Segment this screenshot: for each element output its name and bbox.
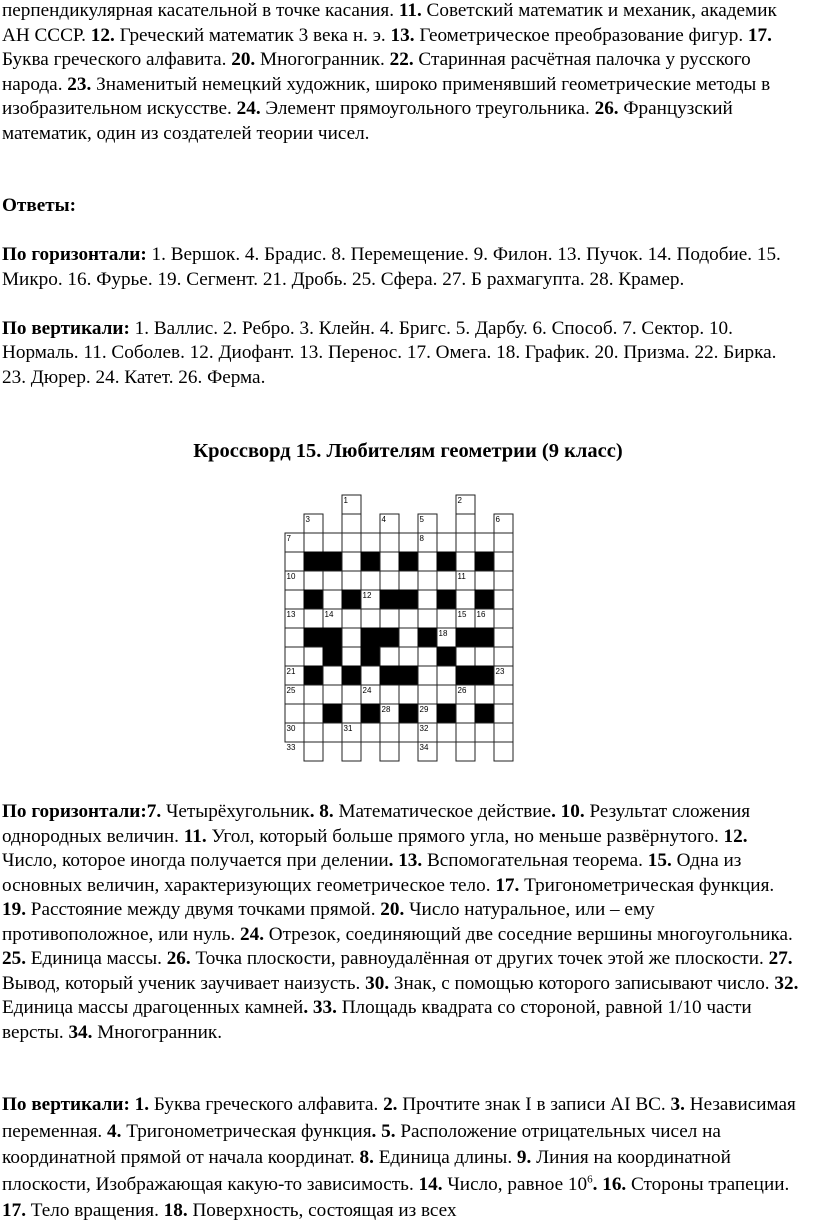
crossword-cell xyxy=(380,647,399,666)
crossword-clue-number: 25 xyxy=(286,686,296,695)
crossword-cell xyxy=(380,742,399,761)
crossword-clue-number: 16 xyxy=(476,610,486,619)
clue-number: . 5. xyxy=(371,1120,396,1142)
clue-number: 12. xyxy=(723,825,748,847)
clue-number: 8. xyxy=(359,1147,374,1168)
clue-number: 4. xyxy=(107,1120,122,1142)
clue-number: 23. xyxy=(67,73,92,95)
crossword-cell xyxy=(361,533,380,552)
crossword-black-cell xyxy=(437,552,456,571)
crossword-cell xyxy=(323,723,342,742)
crossword-cell xyxy=(342,552,361,571)
crossword-cell xyxy=(437,571,456,590)
clue-text: Элемент прямоугольного треугольника. xyxy=(260,98,595,119)
clue-number: 12. xyxy=(90,24,115,46)
answers-across-paragraph xyxy=(2,243,801,292)
crossword-cell xyxy=(418,552,437,571)
crossword-clue-number: 30 xyxy=(286,724,296,733)
crossword-cell xyxy=(304,723,323,742)
crossword-clue-number: 26 xyxy=(457,686,467,695)
down-clues-paragraph xyxy=(2,1092,802,1225)
intro-clues-paragraph xyxy=(2,0,802,146)
crossword-cell xyxy=(494,704,513,723)
crossword-cell xyxy=(342,704,361,723)
crossword-cell xyxy=(342,609,361,628)
crossword-clue-number: 11 xyxy=(457,572,466,581)
clue-text: Тело вращения. xyxy=(25,1200,164,1221)
crossword-cell xyxy=(418,685,437,704)
crossword-cell xyxy=(380,685,399,704)
crossword-cell xyxy=(437,609,456,628)
clue-number: 20. xyxy=(231,49,256,70)
crossword-clue-number: 2 xyxy=(457,496,462,505)
answers-down-paragraph xyxy=(2,317,801,391)
crossword-cell xyxy=(380,552,399,571)
crossword-cell xyxy=(304,533,323,552)
crossword-cell xyxy=(304,571,323,590)
crossword-clue-number: 22 xyxy=(400,667,410,676)
clue-text: Математическое действие xyxy=(333,801,552,822)
clue-number: 17. xyxy=(747,24,772,46)
crossword-black-cell xyxy=(304,590,323,609)
clue-text: Расстояние между двумя точками прямой. xyxy=(25,899,381,920)
clue-number: 14. xyxy=(418,1173,443,1195)
crossword-cell xyxy=(494,590,513,609)
superscript: 6 xyxy=(587,1173,593,1186)
clue-text: Советский математик и механик, академик АН СССР. xyxy=(2,0,777,46)
crossword-clue-number: 8 xyxy=(419,534,424,543)
clue-text: Точка плоскости, равноудалённая от других точек этой же плоскости. xyxy=(190,948,769,969)
clue-number: 15. xyxy=(647,850,672,871)
clue-number: 7. xyxy=(146,801,162,822)
clue-number: 26. xyxy=(594,98,619,119)
clue-text: Греческий математик 3 века н. э. xyxy=(114,24,391,46)
crossword-clue-number: 12 xyxy=(362,591,372,600)
crossword-cell xyxy=(361,723,380,742)
crossword-cell xyxy=(456,533,475,552)
clue-number: . 8. xyxy=(309,801,334,822)
crossword-clue-number: 19 xyxy=(324,648,334,657)
clue-text: Тригонометрическая функция xyxy=(121,1120,372,1142)
crossword-cell xyxy=(342,742,361,761)
crossword-cell xyxy=(399,647,418,666)
answers-across-label: По горизонтали: xyxy=(2,244,147,265)
crossword-cell xyxy=(361,571,380,590)
crossword-black-cell xyxy=(304,552,323,571)
crossword-black-cell xyxy=(456,666,475,685)
crossword-cell xyxy=(475,647,494,666)
crossword-black-cell xyxy=(380,628,399,647)
crossword-cell xyxy=(475,685,494,704)
crossword-cell xyxy=(380,723,399,742)
crossword-black-cell xyxy=(361,647,380,666)
crossword-black-cell xyxy=(361,552,380,571)
clue-text: Площадь квадрата со стороной, равной 1/10 части версты. xyxy=(2,997,752,1043)
crossword-cell xyxy=(494,571,513,590)
crossword-cell xyxy=(285,704,304,723)
crossword-cell xyxy=(342,628,361,647)
crossword-cell xyxy=(304,685,323,704)
crossword-cell xyxy=(342,533,361,552)
clue-number: 24. xyxy=(236,98,261,119)
crossword-black-cell xyxy=(475,590,494,609)
crossword-black-cell xyxy=(304,666,323,685)
clue-text: Одна из основных величин, характеризующих геометрическое тело. xyxy=(2,850,742,896)
crossword-cell xyxy=(399,628,418,647)
crossword-clue-number: 3 xyxy=(305,515,310,524)
crossword-black-cell xyxy=(475,666,494,685)
crossword-black-cell xyxy=(399,704,418,723)
crossword-clue-number: 31 xyxy=(343,724,353,733)
crossword-black-cell xyxy=(380,590,399,609)
crossword-cell xyxy=(494,609,513,628)
clue-text: Независимая переменная. xyxy=(2,1094,796,1142)
crossword-cell xyxy=(361,666,380,685)
clue-text: Единица массы. xyxy=(25,948,167,969)
clue-number: 30. xyxy=(365,972,390,994)
crossword-black-cell xyxy=(323,628,342,647)
answers-down-text: 1. Валлис. 2. Ребро. 3. Клейн. 4. Бригс. 5. Дарбу. 6. Способ. 7. Сектор. 10. Нормаль. 11. Соболев. 12. Диофант. 13. Перенос. 17. Омега. 18. График. 20. Призма. 22. Бирка. 23. Дюрер. 24. Катет. 26. Ферма. xyxy=(2,317,777,388)
crossword-cell xyxy=(323,685,342,704)
crossword-cell xyxy=(494,742,513,761)
crossword-cell xyxy=(437,685,456,704)
crossword-clue-number: 1 xyxy=(343,496,348,505)
clue-number: 11. xyxy=(398,0,422,21)
across-clues-paragraph xyxy=(2,800,802,1045)
crossword-cell xyxy=(475,571,494,590)
clue-text: Знак, с помощью которого записывают число. xyxy=(389,972,775,994)
clue-number: 27. xyxy=(768,948,793,969)
clue-text: Расположение отрицательных чисел на координатной прямой от начала координат. xyxy=(2,1120,721,1168)
clue-number: 13. xyxy=(390,24,415,46)
crossword-clue-number: 34 xyxy=(419,743,429,752)
crossword-black-cell xyxy=(437,704,456,723)
crossword-clue-number: 18 xyxy=(438,629,448,638)
clue-number: 26. xyxy=(166,948,191,969)
crossword-cell xyxy=(456,704,475,723)
crossword-clue-number: 29 xyxy=(419,705,429,714)
clue-text: Многогранник. xyxy=(92,1021,223,1043)
clue-number: 1. xyxy=(134,1094,150,1115)
clue-number: 34. xyxy=(68,1021,93,1043)
crossword-cell xyxy=(323,571,342,590)
clue-text: Знаменитый немецкий художник, широко применявший геометрические методы в изобразительном искусстве. xyxy=(2,73,771,119)
crossword-cell xyxy=(437,723,456,742)
clue-text: Единица длины. xyxy=(373,1147,517,1168)
answers-down-label: По вертикали: xyxy=(2,317,130,339)
crossword-title: Кроссворд 15. Любителям геометрии (9 класс) xyxy=(193,440,623,462)
crossword-cell xyxy=(494,533,513,552)
clue-text: Поверхность, состоящая из всех xyxy=(187,1200,457,1221)
crossword-black-cell xyxy=(304,628,323,647)
crossword-black-cell xyxy=(475,552,494,571)
clue-text: Многогранник. xyxy=(255,49,390,70)
crossword-clue-number: 15 xyxy=(457,610,467,619)
crossword-cell xyxy=(304,647,323,666)
clue-text: Французский математик, один из создателей теории чисел. xyxy=(2,98,733,144)
crossword-clue-number: 5 xyxy=(419,515,424,524)
crossword-clue-number: 20 xyxy=(438,648,448,657)
crossword-black-cell xyxy=(475,704,494,723)
crossword-clue-number: 23 xyxy=(495,667,505,676)
crossword-black-cell xyxy=(418,628,437,647)
clue-text: Геометрическое преобразование фигур. xyxy=(414,24,748,46)
clue-text: Тригонометрическая функция. xyxy=(519,874,775,896)
clue-text: Буква греческого алфавита. xyxy=(2,49,232,70)
clue-text: Результат сложения однородных величин. xyxy=(2,801,751,847)
crossword-cell xyxy=(399,533,418,552)
clue-number: 20. xyxy=(380,899,405,920)
crossword-cell xyxy=(399,685,418,704)
crossword-cell xyxy=(456,742,475,761)
clue-text: Число, которое иногда получается при делении xyxy=(2,850,389,871)
crossword-cell xyxy=(304,704,323,723)
crossword-clue-number: 14 xyxy=(324,610,334,619)
clue-number: . 33. xyxy=(303,997,337,1018)
crossword-black-cell xyxy=(437,590,456,609)
clue-number: 24. xyxy=(240,923,264,945)
crossword-cell xyxy=(399,571,418,590)
crossword-clue-number: 33 xyxy=(286,743,296,752)
clues-label: По горизонтали: xyxy=(2,801,147,822)
clue-text: Прочтите знак I в записи AI BC. xyxy=(397,1094,671,1115)
crossword-clue-number: 27 xyxy=(362,705,372,714)
crossword-cell xyxy=(418,571,437,590)
clue-number: 17. xyxy=(2,1200,26,1221)
crossword-cell xyxy=(418,609,437,628)
crossword-cell xyxy=(380,609,399,628)
crossword-cell xyxy=(475,723,494,742)
crossword-cell xyxy=(380,533,399,552)
clue-text: Буква греческого алфавита. xyxy=(149,1094,384,1115)
crossword-cell xyxy=(323,590,342,609)
crossword-cell xyxy=(437,666,456,685)
crossword-cell xyxy=(456,723,475,742)
clues-label: По вертикали: xyxy=(2,1094,135,1115)
crossword-cell xyxy=(399,723,418,742)
crossword-cell xyxy=(285,628,304,647)
crossword-clue-number: 7 xyxy=(286,534,291,543)
answers-heading: Ответы: xyxy=(2,195,77,216)
crossword-clue-number: 9 xyxy=(400,553,405,562)
crossword-cell xyxy=(494,552,513,571)
clue-text: Вспомогательная теорема. xyxy=(422,850,648,871)
crossword-black-cell xyxy=(399,590,418,609)
crossword-clue-number: 32 xyxy=(419,724,429,733)
clue-text: Стороны трапеции. xyxy=(626,1173,790,1195)
clue-text: Линия на координатной плоскости, Изображающая какую-то зависимость. xyxy=(2,1147,731,1195)
crossword-cell xyxy=(418,666,437,685)
crossword-clue-number: 21 xyxy=(286,667,296,676)
crossword-cell xyxy=(285,552,304,571)
crossword-cell xyxy=(494,685,513,704)
clue-number: 32. xyxy=(774,972,799,994)
crossword-cell xyxy=(399,609,418,628)
crossword-cell xyxy=(456,647,475,666)
crossword-cell xyxy=(342,571,361,590)
clue-text: перпендикулярная касательной в точке касания. xyxy=(2,0,399,21)
answers-across-text: 1. Вершок. 4. Брадис. 8. Перемещение. 9. Филон. 13. Пучок. 14. Подобие. 15. Микро. 16. Фурье. 19. Сегмент. 21. Дробь. 25. Сфера. 27. Б рахмагупта. 28. Крамер. xyxy=(2,244,781,290)
crossword-clue-number: 10 xyxy=(286,572,296,581)
crossword-cell xyxy=(342,685,361,704)
crossword-cell xyxy=(437,533,456,552)
clue-number: . 13. xyxy=(388,850,423,871)
clue-number: 3. xyxy=(670,1094,685,1115)
crossword-cell xyxy=(494,647,513,666)
clue-text: Старинная расчётная палочка у русского народа. xyxy=(2,49,751,95)
crossword-clue-number: 17 xyxy=(362,629,372,638)
crossword-cell xyxy=(418,647,437,666)
clue-number: . 10. xyxy=(551,801,585,822)
crossword-cell xyxy=(285,647,304,666)
crossword-black-cell xyxy=(456,628,475,647)
crossword-black-cell xyxy=(323,704,342,723)
crossword-black-cell xyxy=(475,628,494,647)
clue-number: 9. xyxy=(516,1147,532,1168)
clue-number: 18. xyxy=(163,1200,188,1221)
crossword-cell xyxy=(475,533,494,552)
crossword-clue-number: 6 xyxy=(495,515,500,524)
clue-number: 11. xyxy=(183,825,207,847)
crossword-black-cell xyxy=(342,590,361,609)
crossword-clue-number: 4 xyxy=(381,515,386,524)
clue-number: . 16. xyxy=(592,1173,627,1195)
crossword-cell xyxy=(456,552,475,571)
crossword-cell xyxy=(456,514,475,533)
clue-text: Вывод, который ученик заучивает наизусть. xyxy=(2,972,366,994)
crossword-grid xyxy=(282,492,522,774)
crossword-cell xyxy=(361,609,380,628)
crossword-cell xyxy=(494,723,513,742)
clue-number: 22. xyxy=(389,49,414,70)
crossword-cell xyxy=(323,533,342,552)
clue-text: Единица массы драгоценных камней xyxy=(2,997,304,1018)
crossword-cell xyxy=(304,742,323,761)
crossword-clue-number: 28 xyxy=(381,705,391,714)
crossword-cell xyxy=(418,590,437,609)
crossword-cell xyxy=(342,514,361,533)
crossword-cell xyxy=(323,666,342,685)
clue-text: Угол, который больше прямого угла, но меньше развёрнутого. xyxy=(206,825,724,847)
clue-text: Число, равное 10 xyxy=(442,1173,588,1195)
crossword-black-cell xyxy=(323,552,342,571)
crossword-clue-number: 24 xyxy=(362,686,372,695)
crossword-cell xyxy=(285,590,304,609)
clue-number: 2. xyxy=(383,1094,398,1115)
crossword-black-cell xyxy=(342,666,361,685)
crossword-cell xyxy=(380,571,399,590)
crossword-clue-number: 13 xyxy=(286,610,296,619)
crossword-cell xyxy=(456,590,475,609)
answers-section xyxy=(1,194,801,390)
clue-number: 19. xyxy=(2,899,26,920)
clue-text: Отрезок, соединяющий две соседние вершины многоугольника. xyxy=(263,923,793,945)
crossword-black-cell xyxy=(380,666,399,685)
clue-text: Четырёхугольник xyxy=(161,801,310,822)
crossword-cell xyxy=(342,647,361,666)
crossword-cell xyxy=(494,628,513,647)
crossword-cell xyxy=(304,609,323,628)
clue-number: 25. xyxy=(2,948,26,969)
clue-text: Число натуральное, или – ему противоположное, или нуль. xyxy=(2,899,655,945)
clue-number: 17. xyxy=(495,874,520,896)
